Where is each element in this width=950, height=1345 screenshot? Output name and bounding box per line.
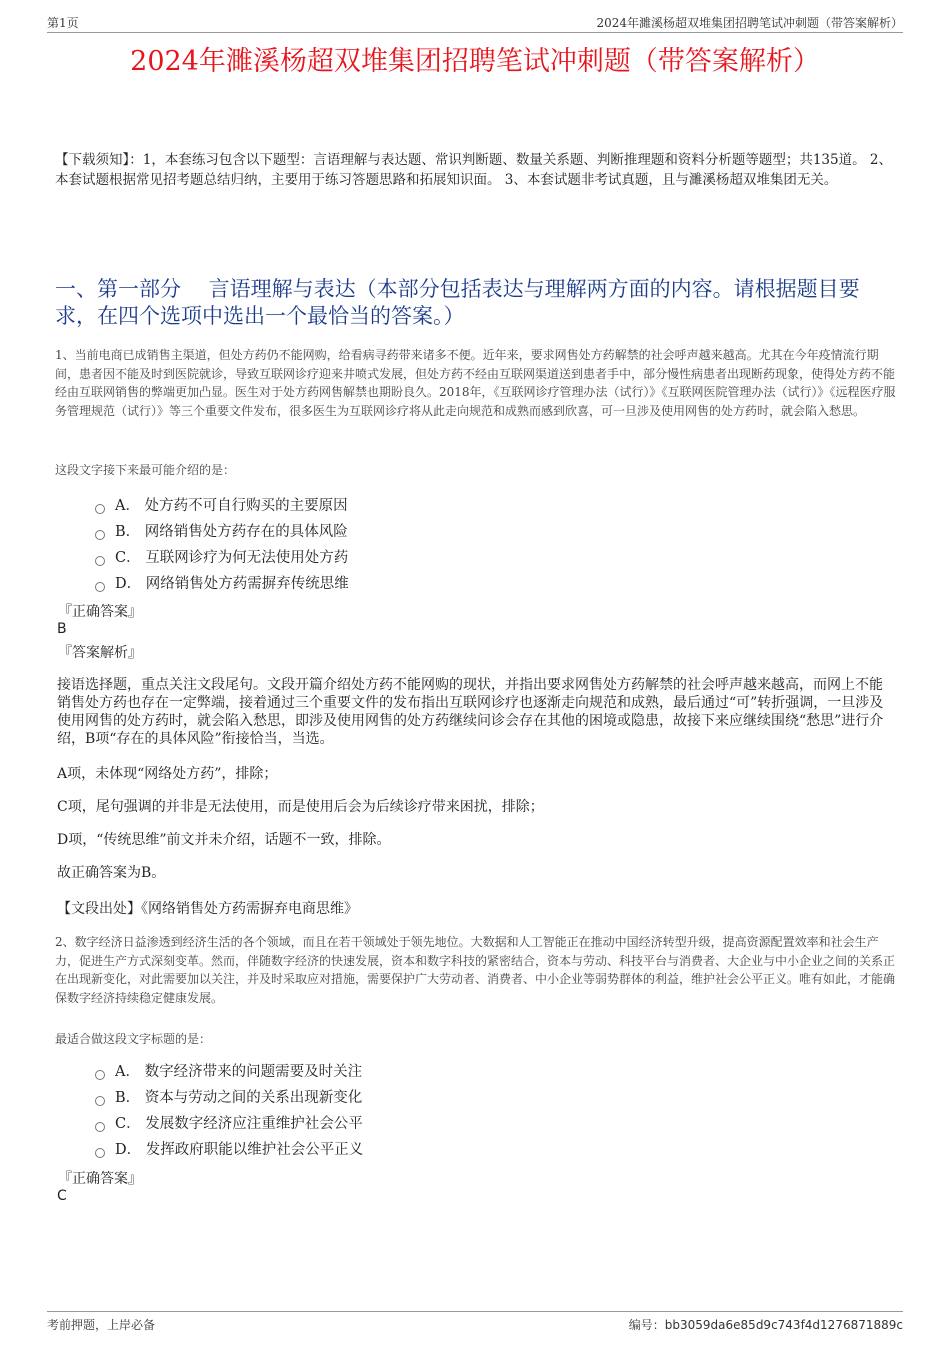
radio-icon[interactable] xyxy=(95,504,105,514)
question-2-prompt: 最适合做这段文字标题的是： xyxy=(55,1032,212,1046)
option-a[interactable] xyxy=(95,1060,363,1086)
option-text: 处方药不可自行购买的主要原因 xyxy=(144,498,348,514)
correct-answer: C xyxy=(57,1188,67,1204)
document-code xyxy=(629,1316,903,1333)
option-b[interactable] xyxy=(95,520,349,546)
page-header xyxy=(47,12,903,33)
correct-answer-label: 『正确答案』 xyxy=(58,604,142,620)
question-2-text: 2、数字经济日益渗透到经济生活的各个领域，而且在若干领域处于领先地位。大数据和人工智能正在推动中国经济转型升级，提高资源配置效率和社会生产力，促进生产方式深刻变革。然而，伴随数字经济的快速发展，资本和数字科技的紧密结合，资本与劳动、科技平台与消费者、大企业与中小企业之间的关系正在出现新变化，对此需要加以关注，并及时采取应对措施，需要保护广大劳动者、消费者、中小企业等弱势群体的利益，维护社会公平正义。唯有如此，才能确保数字经济持续稳定健康发展。 xyxy=(55,935,896,1005)
option-letter: D． xyxy=(115,1142,142,1158)
passage-source: 【文段出处】《网络销售处方药需摒弃电商思维》 xyxy=(57,901,358,917)
page-footer xyxy=(47,1311,903,1334)
question-1-prompt: 这段文字接下来最可能介绍的是： xyxy=(55,463,236,477)
radio-icon[interactable] xyxy=(95,530,105,540)
section-title: 一、第一部分 言语理解与表达（本部分包括表达与理解两方面的内容。请根据题目要求，在四个选项中选出一个最恰当的答案。） xyxy=(55,277,860,328)
radio-icon[interactable] xyxy=(95,1122,105,1132)
question-1-options xyxy=(95,494,349,598)
page-number: 第1页 xyxy=(47,16,79,30)
analysis-option-c: C项，尾句强调的并非是无法使用，而是使用后会为后续诊疗带来困扰，排除； xyxy=(57,799,544,815)
analysis-option-d: D项，“传统思维”前文并未介绍，话题不一致，排除。 xyxy=(57,832,391,848)
option-letter: B． xyxy=(115,1090,141,1106)
option-letter: C． xyxy=(115,550,141,566)
radio-icon[interactable] xyxy=(95,556,105,566)
question-2-options xyxy=(95,1060,363,1164)
download-notice: 【下载须知】：1，本套练习包含以下题型：言语理解与表达题、常识判断题、数量关系题、判断推理题和资料分析题等题型；共135道。 2、本套试题根据常见招考题总结归纳，主要用于练习答题思路和拓展知识面。 3、本套试题非考试真题，且与濉溪杨超双堆集团无关。 xyxy=(55,152,892,188)
option-text: 发展数字经济应注重维护社会公平 xyxy=(145,1116,363,1132)
correct-answer: B xyxy=(57,621,67,637)
option-letter: A． xyxy=(115,498,140,514)
analysis-label: 『答案解析』 xyxy=(58,645,142,661)
option-text: 数字经济带来的问题需要及时关注 xyxy=(144,1064,363,1080)
option-text: 资本与劳动之间的关系出现新变化 xyxy=(144,1090,363,1106)
analysis-option-a: A项，未体现“网络处方药”，排除； xyxy=(57,766,278,782)
option-letter: C． xyxy=(115,1116,141,1132)
option-letter: D． xyxy=(115,576,142,592)
option-a[interactable] xyxy=(95,494,349,520)
code-value: bb3059da6e85d9c743f4d1276871889c xyxy=(664,1318,903,1332)
option-d[interactable] xyxy=(95,572,349,598)
option-text: 网络销售处方药需摒弃传统思维 xyxy=(145,576,349,592)
option-c[interactable] xyxy=(95,546,349,572)
option-letter: B． xyxy=(115,524,141,540)
code-label: 编号： xyxy=(628,1318,665,1332)
footer-slogan: 考前押题，上岸必备 xyxy=(47,1318,156,1332)
radio-icon[interactable] xyxy=(95,1148,105,1158)
option-text: 互联网诊疗为何无法使用处方药 xyxy=(145,550,349,566)
document-title: 2024年濉溪杨超双堆集团招聘笔试冲刺题（带答案解析） xyxy=(130,46,820,77)
question-1-text: 1、当前电商已成销售主渠道，但处方药仍不能网购，给看病寻药带来诸多不便。近年来，要求网售处方药解禁的社会呼声越来越高。尤其在今年疫情流行期间，患者因不能及时到医院就诊，导致互联网诊疗迎来井喷式发展，但处方药不经由互联网渠道送到患者手中，部分慢性病患者出现断药现象，使得处方药不能经由互联网销售的弊端更加凸显。医生对于处方药网售解禁也期盼良久。2018年，《互联网诊疗管理办法（试行）》《互联网医院管理办法（试行）》《远程医疗服务管理规范（试行）》等三个重要文件发布，很多医生为互联网诊疗将从此走向规范和成熟而感到欣喜，可一旦涉及使用网售的处方药时，就会陷入愁思。 xyxy=(55,348,896,418)
header-doc-title: 2024年濉溪杨超双堆集团招聘笔试冲刺题（带答案解析） xyxy=(596,16,903,30)
option-d[interactable] xyxy=(95,1138,363,1164)
radio-icon[interactable] xyxy=(95,1096,105,1106)
option-letter: A． xyxy=(115,1064,140,1080)
option-c[interactable] xyxy=(95,1112,363,1138)
analysis-paragraph: 接语选择题，重点关注文段尾句。文段开篇介绍处方药不能网购的现状，并指出要求网售处方药解禁的社会呼声越来越高，而网上不能销售处方药也存在一定弊端，接着通过三个重要文件的发布指出互联网诊疗也逐渐走向规范和成熟，最后通过“可”转折强调，一旦涉及使用网售的处方药时，就会陷入愁思，即涉及使用网售的处方药继续问诊会存在其他的困境或隐患，故接下来应继续围绕“愁思”进行介绍，B项“存在的具体风险”衔接恰当，当选。 xyxy=(57,677,884,747)
option-text: 网络销售处方药存在的具体风险 xyxy=(144,524,348,540)
radio-icon[interactable] xyxy=(95,1070,105,1080)
radio-icon[interactable] xyxy=(95,582,105,592)
option-b[interactable] xyxy=(95,1086,363,1112)
option-text: 发挥政府职能以维护社会公平正义 xyxy=(145,1142,364,1158)
analysis-conclusion: 故正确答案为B。 xyxy=(57,865,166,881)
correct-answer-label: 『正确答案』 xyxy=(58,1171,142,1187)
